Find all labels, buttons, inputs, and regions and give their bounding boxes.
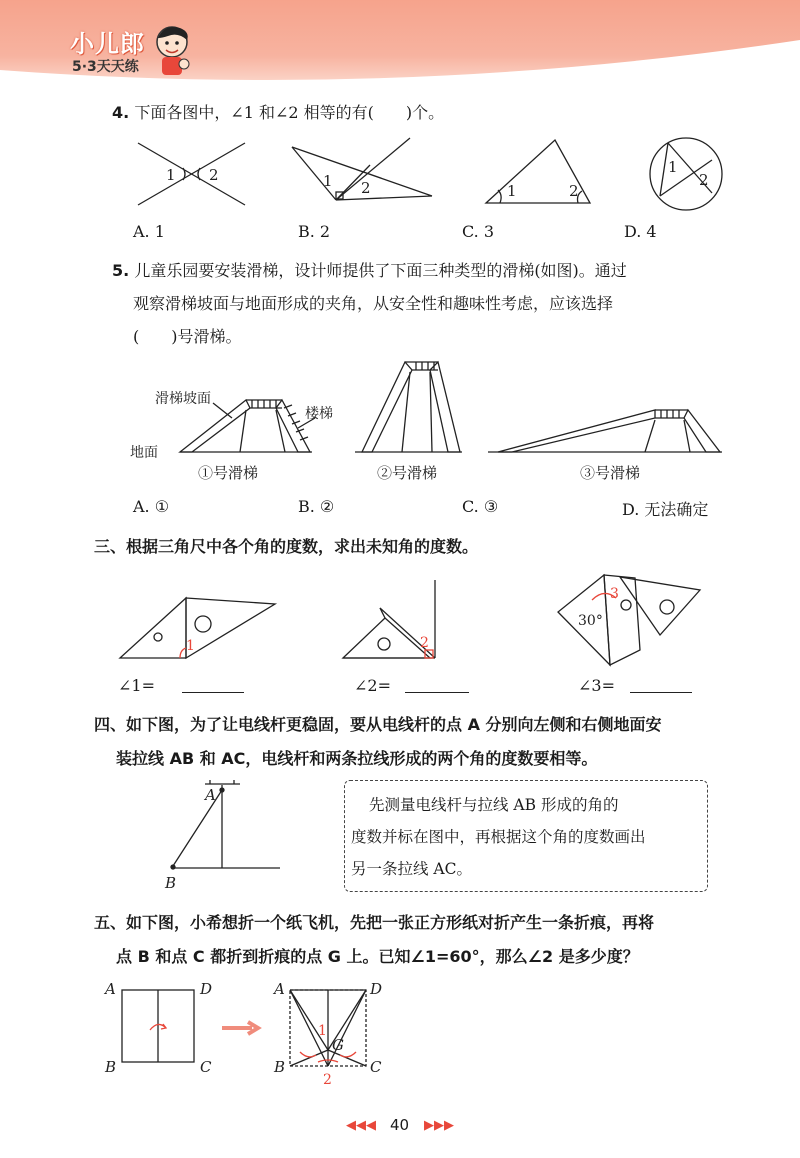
angle-mark-2: 2 [420,635,429,651]
tip-line-3: 另一条拉线 AC。 [351,860,472,878]
fold-mark-1: 1 [318,1023,327,1039]
q4-figure-d [650,138,722,210]
q4-c-label-2: 2 [569,182,579,200]
mascot-icon [150,22,194,78]
fold-label-G: G [332,1036,344,1054]
slide-3-caption: ③号滑梯 [580,464,641,482]
triangle-ruler-3 [558,575,700,665]
q4-figure-a [138,143,245,205]
fold-label-C: C [370,1058,382,1076]
section-5-title-2: 点 B 和点 C 都折到折痕的点 G 上。已知∠1=60°，那么∠2 是多少度？ [116,947,639,966]
q5-stem-line-3: ( )号滑梯。 [133,327,242,346]
label-ground: 地面 [130,445,158,461]
q4-stem-text: 下面各图中，∠1 和∠2 相等的有( )个。 [134,103,445,122]
q4-a-label-2: 2 [209,166,219,184]
q4-d-label-2: 2 [699,171,709,189]
q5-stem-line-2: 观察滑梯坡面与地面形成的夹角，从安全性和趣味性考虑，应该选择 [133,294,614,313]
sq-label-D: D [200,980,213,998]
section-4-title-2: 装拉线 AB 和 AC，电线杆和两条拉线形成的两个角的度数要相等。 [116,749,598,768]
angle-mark-3: 3 [610,586,619,602]
pole-label-A: A [205,786,216,804]
q5-stem-text-1: 儿童乐园要安装滑梯，设计师提供了下面三种类型的滑梯(如图)。通过 [134,261,627,280]
section-5-title-1: 五、如下图，小希想折一个纸飞机，先把一张正方形纸对折产生一条折痕，再将 [94,913,655,932]
prev-arrows-icon: ◀◀◀ [346,1118,376,1133]
slope-pointer [213,403,232,418]
answer-label-1: ∠1= [118,676,155,695]
q4-c-label-1: 1 [507,182,517,200]
q4-number: 4. [112,103,130,122]
fold-label-A: A [274,980,285,998]
brand-logo: 小儿郎 [70,30,145,58]
fold-label-D: D [370,980,383,998]
q4-b-label-1: 1 [323,172,333,190]
q4-a-label-1: 1 [166,166,176,184]
q4-stem [112,100,444,123]
q4-option-b[interactable]: B. 2 [298,222,331,241]
q4-figure-b [292,138,432,200]
section-3-title: 三、根据三角尺中各个角的度数，求出未知角的度数。 [94,537,479,556]
label-slope: 滑梯坡面 [155,391,211,407]
angle-30-label: 30° [578,613,603,629]
fold-arrow [222,1022,258,1034]
q4-option-a[interactable]: A. 1 [133,222,165,241]
sq-label-A: A [105,980,116,998]
folded-paper [290,990,366,1066]
q5-stem-line-1 [112,258,627,281]
q4-figure-c [486,140,590,203]
square-paper [122,990,194,1062]
label-stairs: 楼梯 [305,406,333,422]
sq-label-B: B [105,1058,117,1076]
angle-mark-1: 1 [186,638,195,654]
answer-label-2: ∠2= [354,676,391,695]
tip-line-1: 先测量电线杆与拉线 AB 形成的角的 [369,796,619,814]
pole-label-B: B [165,874,177,892]
q5-option-c[interactable]: C. ③ [462,497,499,516]
q5-option-a[interactable]: A. ① [133,497,170,516]
q4-option-c[interactable]: C. 3 [462,222,495,241]
q4-d-label-1: 1 [668,158,678,176]
slide-1-caption: ①号滑梯 [198,464,259,482]
slide-2-figure [362,362,460,452]
tip-line-2: 度数并标在图中，再根据这个角的度数画出 [351,828,646,846]
tip-box [344,780,708,892]
brand-series: 5·3天天练 [72,59,139,75]
slide-2-caption: ②号滑梯 [377,464,438,482]
page-number: 40 [390,1116,410,1134]
answer-blank-2[interactable] [405,692,469,693]
q5-option-d[interactable]: D. 无法确定 [622,500,709,519]
next-arrows-icon: ▶▶▶ [424,1118,454,1133]
slide-3-figure [498,410,720,452]
fold-label-B: B [274,1058,286,1076]
pole-figure [171,780,280,869]
q4-b-label-2: 2 [361,179,371,197]
answer-blank-3[interactable] [630,692,692,693]
answer-blank-1[interactable] [182,692,244,693]
sq-label-C: C [200,1058,212,1076]
triangle-ruler-1 [120,598,275,658]
section-4-title-1: 四、如下图，为了让电线杆更稳固，要从电线杆的点 A 分别向左侧和右侧地面安 [94,715,662,734]
q5-number: 5. [112,261,130,280]
answer-label-3: ∠3= [578,676,615,695]
triangle-ruler-2 [343,580,435,658]
fold-mark-2: 2 [323,1072,332,1088]
q5-option-b[interactable]: B. ② [298,497,335,516]
q4-option-d[interactable]: D. 4 [624,222,657,241]
